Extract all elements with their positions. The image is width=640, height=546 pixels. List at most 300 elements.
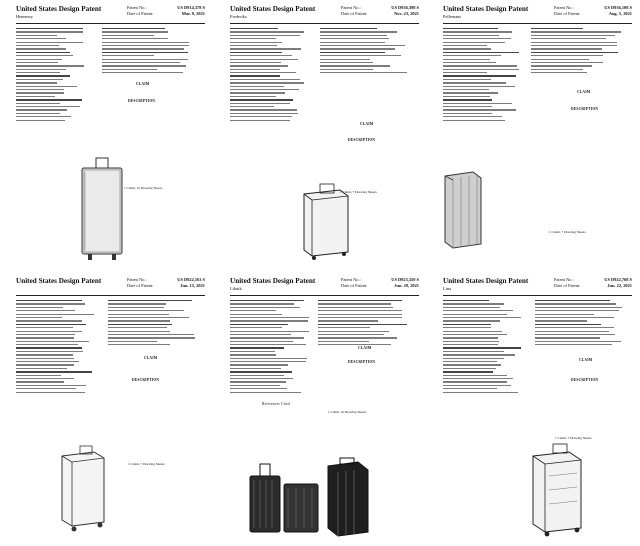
- text-line: [230, 92, 285, 93]
- text-line: [443, 334, 507, 335]
- luggage-drawing: [525, 442, 591, 538]
- text-line: [16, 89, 64, 90]
- patent-number-label: Patent No.:: [127, 5, 147, 10]
- text-line: [16, 364, 74, 365]
- text-line: [230, 96, 276, 97]
- text-line: [230, 327, 282, 328]
- luggage-drawing: [54, 444, 116, 534]
- description-heading: DESCRIPTION: [128, 99, 156, 103]
- text-line: [443, 385, 511, 386]
- text-line: [443, 45, 487, 46]
- figure-caption: 1 Claim, 7 Drawing Sheets: [555, 436, 592, 440]
- patent-number-label: Patent No.:: [554, 277, 574, 282]
- text-line: [230, 314, 282, 315]
- text-line: [230, 106, 274, 107]
- text-line: [230, 378, 293, 379]
- text-line: [16, 300, 82, 301]
- text-line: [102, 55, 154, 56]
- text-line: [443, 331, 502, 332]
- front-page-text-left: [230, 300, 310, 395]
- text-line: [443, 106, 492, 107]
- text-line: [443, 307, 500, 308]
- text-line: [230, 113, 298, 114]
- text-line: [102, 72, 183, 73]
- text-line: [16, 361, 79, 362]
- text-line: [16, 385, 86, 386]
- text-line: [535, 344, 612, 345]
- text-line: [230, 52, 282, 53]
- patent-header: [4, 276, 209, 296]
- text-line: [230, 103, 290, 104]
- text-line: [108, 317, 189, 318]
- text-line: [16, 344, 78, 345]
- text-line: [318, 331, 389, 332]
- text-line: [16, 45, 59, 46]
- text-line: [230, 385, 280, 386]
- text-line: [108, 331, 170, 332]
- text-line: [16, 48, 66, 49]
- claim-heading: CLAIM: [577, 90, 591, 94]
- text-line: [443, 86, 515, 87]
- text-line: [102, 65, 186, 66]
- patent-sheet-2: [218, 4, 423, 269]
- description-heading: DESCRIPTION: [571, 378, 599, 382]
- claim-heading: CLAIM: [144, 356, 158, 360]
- patent-author: Lina: [443, 286, 452, 291]
- text-line: [443, 327, 491, 328]
- text-line: [320, 69, 373, 70]
- header-rule: [230, 295, 419, 296]
- text-line: [443, 62, 496, 63]
- text-line: [535, 337, 600, 338]
- text-line: [16, 331, 82, 332]
- front-page-text-right: [320, 28, 410, 75]
- text-line: [318, 337, 397, 338]
- text-line: [102, 52, 188, 53]
- patent-date: Jun. 29, 2021: [394, 282, 419, 288]
- text-line: [16, 55, 73, 56]
- text-line: [230, 324, 288, 325]
- front-page-text-right: [108, 300, 196, 347]
- text-line: [443, 42, 505, 43]
- text-line: [230, 331, 309, 332]
- patent-author: Pellemans: [443, 14, 462, 19]
- text-line: [230, 72, 296, 73]
- patent-date-label: Date of Patent:: [341, 10, 368, 16]
- text-line: [230, 351, 275, 352]
- text-line: [443, 358, 504, 359]
- text-line: [16, 99, 82, 100]
- text-line: [318, 314, 402, 315]
- header-rule: [16, 23, 205, 24]
- figure-caption: 1 Claim, 10 Drawing Sheets: [328, 410, 367, 414]
- front-page-text-left: [443, 300, 523, 395]
- patent-office-title: United States Design Patent: [16, 277, 102, 285]
- patent-number: US D936,108 S: [604, 5, 632, 10]
- description-heading: DESCRIPTION: [132, 378, 160, 382]
- patent-office-title: United States Design Patent: [230, 277, 316, 285]
- figure-caption: 1 Claim, 7 Drawing Sheets: [128, 462, 165, 466]
- patent-meta: [554, 5, 632, 16]
- text-line: [443, 375, 507, 376]
- patent-number: US D923,350 S: [391, 277, 419, 282]
- text-line: [320, 62, 373, 63]
- luggage-drawing: [246, 456, 376, 538]
- text-line: [16, 113, 60, 114]
- claim-heading: CLAIM: [360, 122, 374, 126]
- patent-header: [4, 4, 209, 24]
- text-line: [102, 28, 165, 29]
- text-line: [443, 65, 517, 66]
- patent-number: US D936,398 S: [391, 5, 419, 10]
- text-line: [16, 38, 66, 39]
- text-line: [230, 62, 281, 63]
- patent-date: Jun. 15, 2021: [180, 282, 205, 288]
- text-line: [102, 62, 180, 63]
- text-line: [443, 92, 498, 93]
- text-line: [108, 334, 194, 335]
- text-line: [16, 354, 73, 355]
- text-line: [108, 314, 169, 315]
- patent-header: [431, 276, 636, 296]
- text-line: [320, 48, 395, 49]
- text-line: [102, 35, 154, 36]
- text-line: [443, 55, 501, 56]
- text-line: [230, 35, 300, 36]
- luggage-drawing: [296, 182, 356, 262]
- header-rule: [443, 295, 632, 296]
- text-line: [443, 354, 515, 355]
- patent-date-label: Date of Patent:: [341, 282, 368, 288]
- text-line: [535, 314, 594, 315]
- text-line: [16, 317, 62, 318]
- text-line: [443, 344, 498, 345]
- text-line: [230, 99, 293, 100]
- figure-caption: 1 Claim, 7 Drawing Sheets: [549, 230, 586, 234]
- text-line: [108, 303, 166, 304]
- text-line: [318, 303, 391, 304]
- text-line: [16, 72, 60, 73]
- text-line: [230, 59, 298, 60]
- text-line: [531, 59, 589, 60]
- text-line: [108, 327, 167, 328]
- patent-author: Frederiks: [230, 14, 247, 19]
- text-line: [16, 307, 63, 308]
- patent-date-label: Date of Patent:: [554, 282, 581, 288]
- text-line: [230, 368, 281, 369]
- patent-date-label: Date of Patent:: [127, 10, 154, 16]
- text-line: [230, 317, 309, 318]
- text-line: [108, 307, 164, 308]
- text-line: [320, 59, 370, 60]
- text-line: [230, 120, 290, 121]
- text-line: [443, 75, 516, 76]
- text-line: [16, 59, 62, 60]
- text-line: [16, 28, 83, 29]
- text-line: [230, 344, 306, 345]
- text-line: [318, 341, 369, 342]
- text-line: [318, 320, 378, 321]
- patent-date: Aug. 5, 2021: [608, 10, 632, 16]
- text-line: [108, 344, 170, 345]
- patent-office-title: United States Design Patent: [230, 5, 316, 13]
- text-line: [230, 303, 294, 304]
- text-line: [531, 35, 615, 36]
- patent-number-label: Patent No.:: [341, 5, 361, 10]
- text-line: [16, 65, 84, 66]
- patent-number-label: Patent No.:: [554, 5, 574, 10]
- text-line: [230, 75, 280, 76]
- luggage-drawing: [76, 154, 128, 266]
- front-page-text-left: [16, 28, 86, 123]
- figure-caption: 1 Claim, 10 Drawing Sheets: [124, 186, 163, 190]
- text-line: [443, 320, 500, 321]
- text-line: [108, 310, 184, 311]
- text-line: [443, 96, 490, 97]
- header-rule: [16, 295, 205, 296]
- text-line: [16, 75, 70, 76]
- patent-meta: [341, 5, 419, 16]
- claim-heading: CLAIM: [358, 346, 372, 350]
- text-line: [230, 364, 288, 365]
- patent-number: US D914,378 S: [177, 5, 205, 10]
- text-line: [443, 364, 501, 365]
- text-line: [230, 79, 300, 80]
- text-line: [16, 324, 86, 325]
- text-line: [318, 334, 384, 335]
- claim-heading: CLAIM: [136, 82, 150, 86]
- patent-author: Hennessy: [16, 14, 34, 19]
- text-line: [230, 392, 301, 393]
- text-line: [16, 82, 57, 83]
- header-rule: [230, 23, 419, 24]
- text-line: [230, 341, 293, 342]
- patent-number: US D922,768 S: [604, 277, 632, 282]
- description-heading: DESCRIPTION: [348, 360, 376, 364]
- text-line: [230, 38, 276, 39]
- text-line: [531, 69, 583, 70]
- text-line: [230, 361, 306, 362]
- text-line: [318, 317, 402, 318]
- text-line: [531, 52, 618, 53]
- text-line: [16, 120, 65, 121]
- references-heading: References Cited: [262, 402, 290, 406]
- front-page-text-right: [531, 28, 623, 75]
- text-line: [443, 378, 513, 379]
- text-line: [102, 42, 189, 43]
- text-line: [16, 31, 83, 32]
- text-line: [535, 320, 587, 321]
- patent-date-label: Date of Patent:: [554, 10, 581, 16]
- text-line: [531, 45, 617, 46]
- text-line: [443, 392, 518, 393]
- text-line: [230, 307, 300, 308]
- text-line: [443, 120, 505, 121]
- patent-meta: [554, 277, 632, 288]
- text-line: [443, 314, 507, 315]
- text-line: [320, 28, 377, 29]
- text-line: [230, 354, 276, 355]
- text-line: [230, 347, 284, 348]
- text-line: [443, 99, 492, 100]
- text-line: [443, 35, 499, 36]
- text-line: [443, 341, 499, 342]
- text-line: [16, 388, 76, 389]
- text-line: [16, 69, 66, 70]
- text-line: [531, 48, 602, 49]
- text-line: [230, 381, 286, 382]
- patent-number-label: Patent No.:: [127, 277, 147, 282]
- text-line: [230, 116, 292, 117]
- text-line: [16, 378, 74, 379]
- patent-office-title: United States Design Patent: [443, 277, 529, 285]
- text-line: [16, 86, 77, 87]
- text-line: [102, 48, 184, 49]
- text-line: [108, 324, 172, 325]
- text-line: [443, 317, 521, 318]
- text-line: [443, 28, 498, 29]
- text-line: [102, 38, 168, 39]
- text-line: [320, 45, 405, 46]
- patent-meta: [341, 277, 419, 288]
- text-line: [320, 65, 390, 66]
- text-line: [318, 344, 391, 345]
- text-line: [16, 96, 55, 97]
- text-line: [320, 38, 389, 39]
- text-line: [443, 116, 502, 117]
- text-line: [443, 388, 497, 389]
- text-line: [531, 55, 603, 56]
- patent-sheet-3: [431, 4, 636, 269]
- text-line: [535, 331, 609, 332]
- text-line: [230, 31, 304, 32]
- text-line: [443, 371, 493, 372]
- text-line: [443, 89, 489, 90]
- patent-sheet-1: [4, 4, 209, 269]
- text-line: [443, 109, 516, 110]
- text-line: [535, 324, 601, 325]
- text-line: [16, 109, 67, 110]
- text-line: [531, 28, 583, 29]
- text-line: [443, 48, 491, 49]
- text-line: [320, 42, 385, 43]
- text-line: [230, 371, 292, 372]
- text-line: [108, 341, 157, 342]
- patent-date: Jun. 22, 2021: [607, 282, 632, 288]
- text-line: [535, 310, 619, 311]
- text-line: [230, 69, 280, 70]
- front-page-text-left: [230, 28, 310, 123]
- text-line: [320, 35, 387, 36]
- text-line: [535, 334, 615, 335]
- text-line: [16, 371, 92, 372]
- patent-number-label: Patent No.:: [341, 277, 361, 282]
- text-line: [443, 38, 511, 39]
- text-line: [443, 300, 489, 301]
- text-line: [443, 368, 496, 369]
- text-line: [535, 327, 614, 328]
- text-line: [443, 361, 497, 362]
- text-line: [16, 347, 82, 348]
- text-line: [16, 320, 82, 321]
- text-line: [318, 310, 402, 311]
- patent-office-title: United States Design Patent: [16, 5, 102, 13]
- text-line: [16, 327, 73, 328]
- text-line: [230, 55, 292, 56]
- patent-header: [218, 276, 423, 296]
- text-line: [16, 392, 85, 393]
- text-line: [443, 69, 519, 70]
- text-line: [443, 52, 519, 53]
- text-line: [16, 35, 57, 36]
- text-line: [318, 307, 393, 308]
- text-line: [16, 62, 58, 63]
- text-line: [531, 42, 617, 43]
- text-line: [531, 65, 592, 66]
- text-line: [531, 38, 606, 39]
- text-line: [320, 31, 397, 32]
- text-line: [16, 103, 60, 104]
- text-line: [535, 303, 616, 304]
- text-line: [230, 310, 276, 311]
- figure-caption: 1 Claim, 7 Drawing Sheets: [340, 190, 377, 194]
- patent-office-title: United States Design Patent: [443, 5, 529, 13]
- header-rule: [443, 23, 632, 24]
- text-line: [531, 31, 621, 32]
- text-line: [443, 337, 498, 338]
- text-line: [443, 72, 487, 73]
- luggage-drawing: [439, 170, 487, 250]
- text-line: [16, 303, 85, 304]
- description-heading: DESCRIPTION: [571, 107, 599, 111]
- patent-meta: [127, 277, 205, 288]
- text-line: [230, 45, 277, 46]
- text-line: [535, 317, 614, 318]
- claim-heading: CLAIM: [579, 358, 593, 362]
- text-line: [230, 65, 288, 66]
- text-line: [16, 116, 71, 117]
- text-line: [16, 381, 64, 382]
- front-page-text-left: [443, 28, 521, 123]
- text-line: [531, 62, 603, 63]
- front-page-text-right: [535, 300, 623, 347]
- text-line: [443, 82, 506, 83]
- text-line: [102, 45, 189, 46]
- text-line: [16, 375, 61, 376]
- front-page-text-left: [16, 300, 98, 395]
- text-line: [230, 89, 299, 90]
- text-line: [16, 358, 74, 359]
- text-line: [16, 337, 74, 338]
- text-line: [535, 307, 622, 308]
- text-line: [16, 314, 94, 315]
- text-line: [320, 55, 401, 56]
- text-line: [16, 368, 67, 369]
- text-line: [230, 109, 297, 110]
- patent-author: Liknik: [230, 286, 242, 291]
- text-line: [230, 337, 304, 338]
- text-line: [16, 334, 75, 335]
- text-line: [531, 72, 587, 73]
- text-line: [102, 69, 157, 70]
- text-line: [443, 310, 513, 311]
- text-line: [16, 52, 70, 53]
- text-line: [230, 86, 284, 87]
- text-line: [230, 300, 304, 301]
- text-line: [108, 337, 195, 338]
- text-line: [318, 327, 370, 328]
- text-line: [16, 310, 75, 311]
